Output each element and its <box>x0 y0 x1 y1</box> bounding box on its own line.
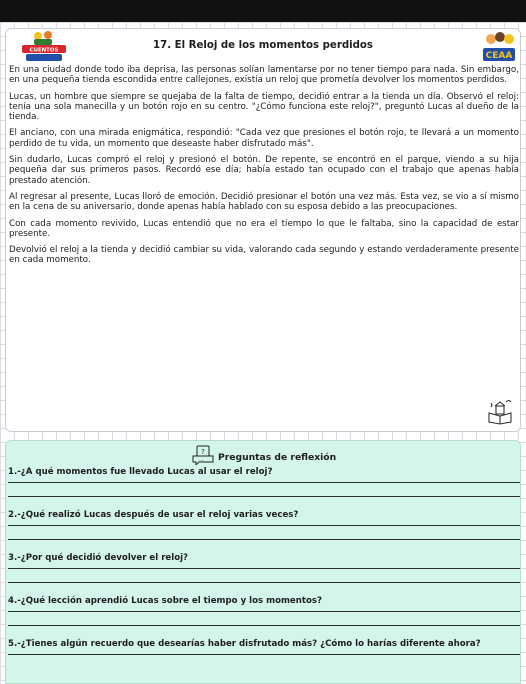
question-2-text: 2.-¿Qué realizó Lucas después de usar el reloj varias veces? <box>8 510 299 520</box>
question-4 <box>6 596 520 639</box>
answer-line <box>8 611 520 612</box>
question-3 <box>6 553 520 596</box>
worksheet-page <box>0 22 526 684</box>
reflection-title: Preguntas de reflexión <box>218 452 337 463</box>
story-paragraph-5: Al regresar al presente, Lucas lloró de emoción. Decidió presionar el botón una vez más. Esta vez, se vio a sí mismo en la cena de su aniversario, donde apenas había hablado con su esposa debido a las preocupaciones. <box>9 191 519 213</box>
question-5-text: 5.-¿Tienes algún recuerdo que desearías haber disfrutado más? ¿Cómo lo harías diferente ahora? <box>8 639 481 649</box>
story-paragraph-6: Con cada momento revivido, Lucas entendió que no era el tiempo lo que le faltaba, sino la capacidad de estar presente. <box>9 218 519 239</box>
answer-line <box>8 625 520 626</box>
story-paragraph-2: Lucas, un hombre que siempre se quejaba de la falta de tiempo, decidió entrar a la tienda un día. Observó el reloj: tenía una sola manecilla y un botón rojo en su centro. "¿Cómo funciona este reloj?", preguntó Lucas al dueño de la tienda. <box>9 91 519 123</box>
story-card <box>5 28 521 432</box>
reflection-header <box>6 441 520 467</box>
question-1 <box>6 467 520 510</box>
answer-line <box>8 496 520 497</box>
question-2 <box>6 510 520 553</box>
svg-text:CUENTOS: CUENTOS <box>29 47 59 54</box>
reflection-section <box>5 440 521 684</box>
story-header <box>6 29 520 63</box>
question-4-text: 4.-¿Qué lección aprendió Lucas sobre el tiempo y los momentos? <box>8 596 322 606</box>
top-black-bar <box>0 0 526 22</box>
story-paragraph-4: Sin dudarlo, Lucas compró el reloj y presionó el botón. De repente, se encontró en el parque, viendo a su hija pequeña dar sus primeros pasos. Recordó ese día; había estado tan ocupado con el trabajo que apenas había prestado atención. <box>9 155 519 186</box>
svg-text:...: ... <box>199 457 204 463</box>
answer-line <box>8 482 520 483</box>
story-paragraph-3: El anciano, con una mirada enigmática, respondió: "Cada vez que presiones el botón rojo, te llevará a un momento perdido de tu vida, un momento que deseaste haber disfrutado más". <box>9 128 519 149</box>
answer-line <box>8 539 520 540</box>
answer-line <box>8 525 520 526</box>
answer-line <box>8 654 520 655</box>
question-3-text: 3.-¿Por qué decidió devolver el reloj? <box>8 553 189 563</box>
answer-line <box>8 568 520 569</box>
story-paragraph-7: Devolvió el reloj a la tienda y decidió cambiar su vida, valorando cada segundo y estando verdaderamente presente en cada momento. <box>9 245 519 266</box>
svg-text:?: ? <box>201 448 205 456</box>
story-title: 17. El Reloj de los momentos perdidos <box>153 40 373 51</box>
svg-text:CEAA: CEAA <box>485 51 513 61</box>
story-paragraph-1: En una ciudad donde todo iba deprisa, las personas solían lamentarse por no tener tiempo para nada. Sin embargo, en una pequeña tienda escondida entre callejones, existía un reloj que prometía devolver los momentos perdidos. <box>9 65 519 86</box>
answer-line <box>8 582 520 583</box>
ceaa-logo-icon <box>480 30 518 64</box>
question-1-text: 1.-¿A qué momentos fue llevado Lucas al usar el reloj? <box>8 467 273 477</box>
story-body <box>9 65 519 272</box>
question-5 <box>6 639 520 682</box>
question-bubble-icon <box>191 445 215 465</box>
open-book-icon <box>486 397 514 425</box>
